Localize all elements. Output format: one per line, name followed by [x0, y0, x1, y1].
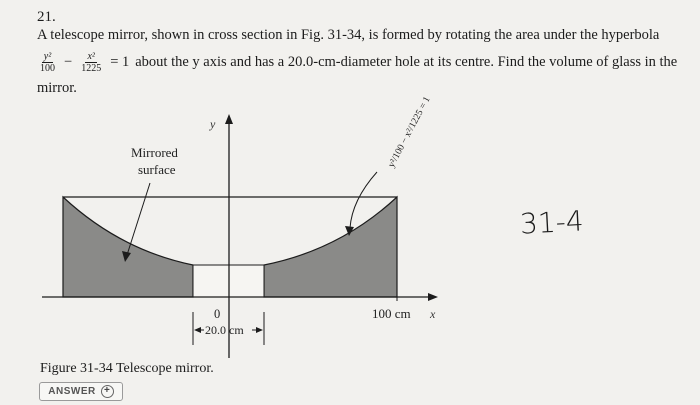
question-text-line-1: A telescope mirror, shown in cross section in Fig. 31-34, is formed by rotating the area under the hyperbola: [37, 27, 660, 43]
answer-button-label: ANSWER: [48, 386, 96, 397]
mirrored-label-line-1: Mirrored: [131, 145, 178, 160]
mirrored-surface-pointer: [127, 183, 150, 255]
hyperbola-equation-label: y²/100 − x²/1225 = 1: [386, 95, 433, 170]
hole-dim-arrow-right: [256, 327, 263, 333]
handwritten-note: 31-4: [519, 204, 585, 241]
mirror-glass-left: [63, 197, 193, 297]
minus-sign: −: [64, 53, 73, 70]
x-axis-label: x: [430, 307, 436, 321]
mirrored-label-line-2: surface: [138, 162, 176, 177]
equation-rhs: = 1: [110, 53, 130, 70]
fraction-y2-over-100: $\frac{\text{y²}}{100}$: [40, 50, 55, 74]
figure-caption: Figure 31-34 Telescope mirror.: [40, 361, 214, 376]
question-text-rest: about the y axis and has a 20.0-cm-diameter hole at its centre. Find the volume of glass in the: [135, 53, 678, 70]
plus-circle-icon: +: [101, 385, 114, 398]
x-axis-tick-label: 100 cm: [372, 306, 411, 321]
origin-label: 0: [214, 307, 221, 321]
hole-width-label: 20.0 cm: [205, 323, 244, 337]
mirror-glass-right: [264, 197, 397, 297]
hole-dim-arrow-left: [194, 327, 201, 333]
y-axis-arrow: [225, 114, 233, 124]
x-axis-arrow: [428, 293, 438, 301]
question-text-line-3: mirror.: [37, 80, 77, 96]
y-axis-label: y: [210, 117, 216, 131]
question-number: 21.: [37, 9, 56, 25]
answer-button[interactable]: [39, 382, 123, 401]
fraction-x2-over-1225: $\frac{\text{x²}}{1225}$: [81, 50, 102, 74]
